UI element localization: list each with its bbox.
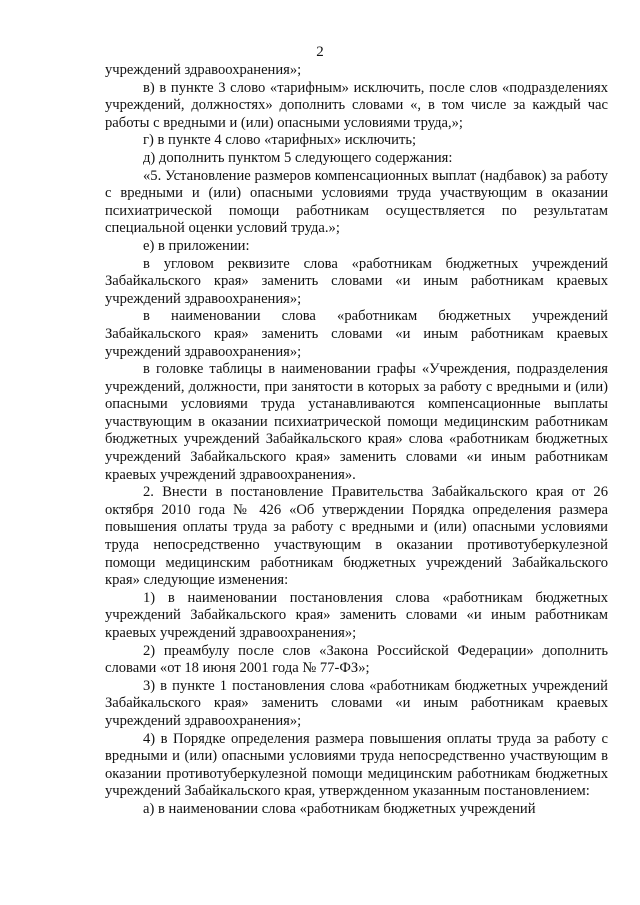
paragraph: 4) в Порядке определения размера повышения оплаты труда за работу с вредными и (или) опасными условиями труда непосредственно участвующим в оказании противотуберкулезной помощи медицинским работникам бюджетных учреждений Забайкальского края, утвержденном указанным постановлением: bbox=[105, 730, 608, 800]
paragraph: г) в пункте 4 слово «тарифных» исключить; bbox=[143, 132, 417, 149]
paragraph: е) в приложении: bbox=[143, 237, 250, 254]
paragraph: д) дополнить пунктом 5 следующего содержания: bbox=[143, 149, 453, 166]
paragraph: а) в наименовании слова «работникам бюджетных учреждений bbox=[143, 800, 536, 817]
paragraph: в наименовании слова «работникам бюджетных учреждений Забайкальского края» заменить словами «и иным работникам краевых учреждений здравоохранения»; bbox=[105, 308, 608, 360]
page-number: 2 bbox=[316, 44, 324, 60]
paragraph: «5. Установление размеров компенсационных выплат (надбавок) за работу с вредными и (или) опасными условиями труда участвующим в оказании психиатрической помощи работникам осуществляется по результатам специальной оценки условий труда.»; bbox=[105, 167, 608, 237]
document-body bbox=[105, 62, 608, 819]
paragraph: в) в пункте 3 слово «тарифным» исключить, после слов «подразделениях учреждений, должностях» дополнить словами «, в том числе за каждый час работы с вредными и (или) опасными условиями труда,»; bbox=[105, 79, 608, 131]
paragraph: в головке таблицы в наименовании графы «Учреждения, подразделения учреждений, должности, при занятости в которых за работу с вредными и (или) опасными условиями труда устанавливаются компенсационные выплаты участвующим в оказании психиатрической помощи медицинским работникам бюджетных учреждений Забайкальского края» слова «работникам бюджетных учреждений Забайкальского края» заменить словами «и иным работникам краевых учреждений здравоохранения». bbox=[105, 361, 608, 483]
paragraph: учреждений здравоохранения»; bbox=[105, 62, 302, 78]
paragraph: 2. Внести в постановление Правительства Забайкальского края от 26 октября 2010 года № 426 «Об утверждении Порядка определения размера повышения оплаты труда за работу с вредными и (или) опасными условиями труда непосредственно участвующим в оказании противотуберкулезной помощи медицинским работникам бюджетных учреждений Забайкальского края» следующие изменения: bbox=[105, 484, 608, 589]
paragraph: 2) преамбулу после слов «Закона Российской Федерации» дополнить словами «от 18 июня 2001 года № 77-ФЗ»; bbox=[105, 642, 608, 677]
paragraph: 3) в пункте 1 постановления слова «работникам бюджетных учреждений Забайкальского края» заменить словами «и иным работникам краевых учреждений здравоохранения»; bbox=[105, 677, 608, 729]
paragraph: 1) в наименовании постановления слова «работникам бюджетных учреждений Забайкальского края» заменить словами «и иным работникам краевых учреждений здравоохранения»; bbox=[105, 589, 608, 641]
paragraph: в угловом реквизите слова «работникам бюджетных учреждений Забайкальского края» заменить словами «и иным работникам краевых учреждений здравоохранения»; bbox=[105, 255, 608, 307]
